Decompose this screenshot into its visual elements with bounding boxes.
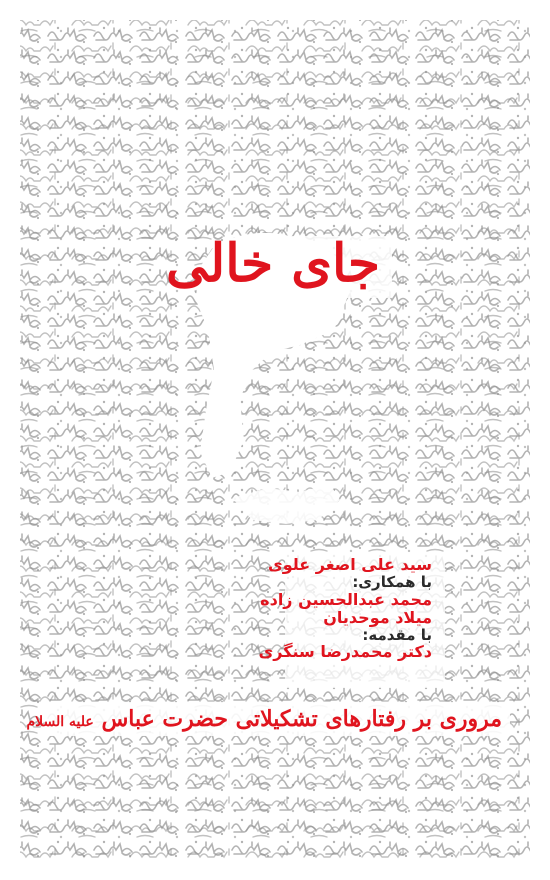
book-subtitle	[27, 706, 503, 732]
introduction-author: دکتر محمدرضا سنگری	[258, 642, 432, 662]
subtitle-honorific: علیه السلام	[26, 714, 94, 730]
collaborator-2: میلاد موحدیان	[323, 607, 432, 627]
collaborator-1: محمد عبدالحسین زاده	[260, 589, 432, 609]
author-name: سید علی اصغر علوی	[268, 555, 432, 574]
introduction-label: با مقدمه:	[362, 625, 432, 644]
credits-block	[259, 556, 432, 661]
book-title: جای خالی	[166, 233, 380, 294]
subtitle-main: مروری بر رفتارهای تشکیلاتی حضرت عباس	[101, 706, 502, 732]
collaboration-label: با همکاری:	[352, 572, 432, 591]
